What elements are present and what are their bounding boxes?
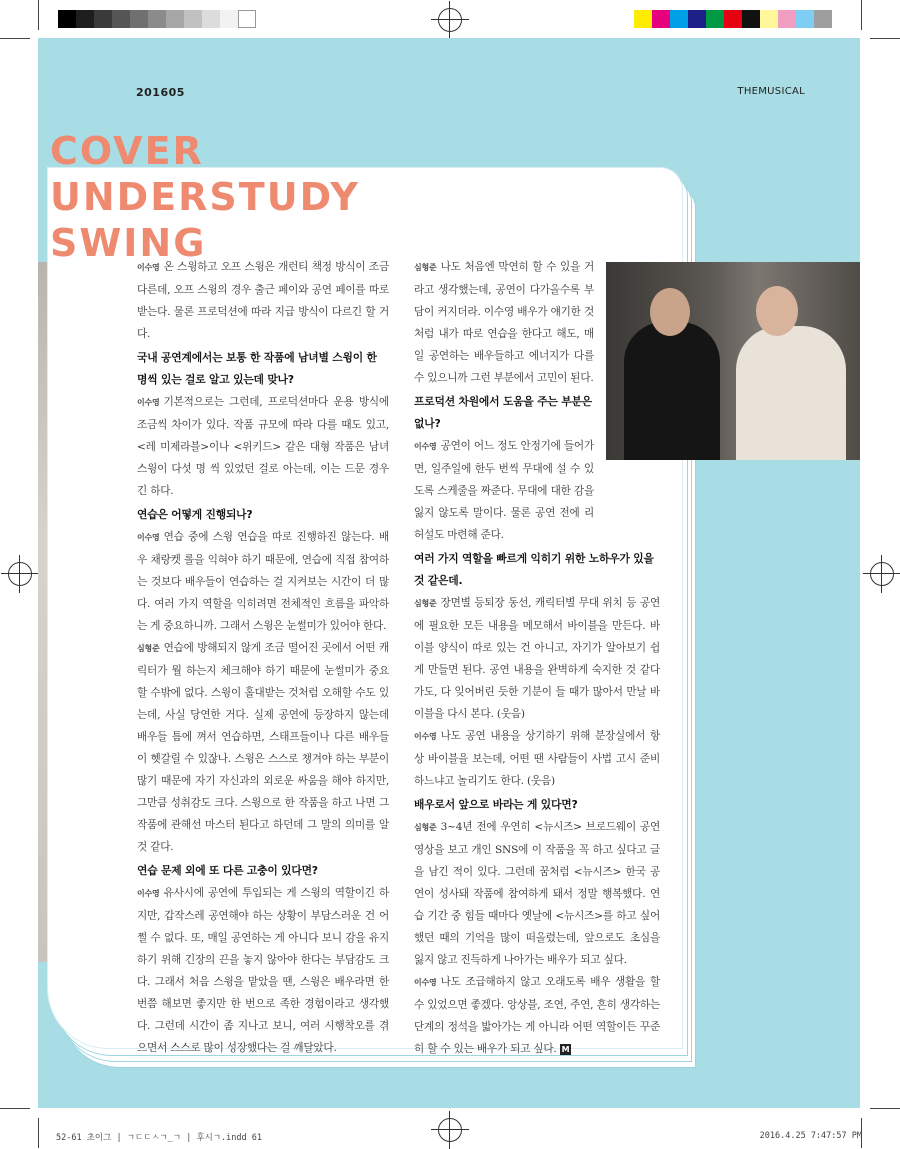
- interview-answer: [414, 816, 660, 971]
- magazine-name: THEMUSICAL: [737, 86, 805, 97]
- color-registration-strip: [634, 10, 832, 28]
- left-text-column: [137, 256, 389, 1059]
- crop-mark: [870, 38, 900, 39]
- actress-figure: [736, 326, 846, 460]
- speaker-name: 이수영: [137, 398, 160, 407]
- crop-mark: [870, 1108, 900, 1109]
- answer-text: 나도 조급해하지 않고 오래도록 배우 생활을 할 수 있었으면 좋겠다. 앙상블, 조연, 주연, 흔히 생각하는 단계의 정석을 밟아가는 게 아니라 어떤 역할이든 꾸준히 할 수 있는 배우가 되고 싶다.: [414, 976, 660, 1055]
- interview-question: [137, 860, 389, 882]
- crop-mark: [38, 1118, 39, 1148]
- speaker-name: 심형준: [414, 823, 437, 832]
- registration-crosshair-icon: [870, 562, 894, 586]
- crop-mark: [0, 1108, 30, 1109]
- registration-crosshair-icon: [438, 8, 462, 32]
- interview-answer: [137, 256, 389, 345]
- interview-question: [414, 548, 660, 592]
- answer-text: 3~4년 전에 우연히 <뉴시즈> 브로드웨이 공연 영상을 보고 개인 SNS에 이 작품을 꼭 하고 싶다고 글을 남긴 적이 있다. 그런데 꿈처럼 <뉴시즈> 한국 공연이 성사돼 작품에 참여하게 돼서 정말 행복했다. 연습 기간 중 힘들 때마다 옛날에 <뉴시즈>를 하고 싶어했던 때의 기억을 많이 떠올렸는데, 앞으로도 초심을 잃지 않고 진득하게 나아가는 배우가 되고 싶다.: [414, 821, 660, 966]
- speaker-name: 이수영: [137, 263, 160, 272]
- interview-question: [137, 504, 389, 526]
- interview-answer: [414, 592, 660, 725]
- right-text-column: [414, 256, 660, 1060]
- interview-question: [414, 391, 594, 435]
- interview-answer: [414, 256, 594, 389]
- grayscale-registration-strip: [58, 10, 256, 28]
- question-text: 프로덕션 차원에서 도움을 주는 부분은 없나?: [414, 395, 592, 430]
- registration-crosshair-icon: [8, 562, 32, 586]
- article-title: [50, 128, 360, 266]
- question-text: 배우로서 앞으로 바라는 게 있다면?: [414, 798, 578, 811]
- answer-text: 나도 처음엔 막연히 할 수 있을 거라고 생각했는데, 공연이 다가올수록 부담이 커지더라. 이수영 배우가 얘기한 것처럼 내가 따로 연습을 한다고 해도, 매일 공연하는 배우들하고 에너지가 다를 수 있으니까 그런 부분에서 고민이 된다.: [414, 261, 594, 384]
- question-text: 여러 가지 역할을 빠르게 익히기 위한 노하우가 있을 것 같은데.: [414, 552, 654, 587]
- interview-answer: [414, 971, 660, 1060]
- crop-mark: [861, 0, 862, 30]
- answer-text: 유사시에 공연에 투입되는 게 스윙의 역할이긴 하지만, 갑작스레 공연해야 하는 상황이 부담스러운 건 어쩔 수 없다. 또, 매일 공연하는 게 아니다 보니 감을 유지하기 위해 긴장의 끈을 놓지 않아야 한다는 부담감도 크다. 그래서 처음 스윙을 맡았을 땐, 스윙은 배우라면 한 번쯤 해보면 좋지만 한 번으로 족한 경험이라고 생각했다. 그런데 시간이 좀 지나고 보니, 여러 시행착오를 겪으면서 스스로 많이 성장했다는 걸 깨달았다.: [137, 887, 389, 1054]
- footer-date: 2016.4.25 7:47:57 PM: [759, 1131, 862, 1141]
- answer-text: 온 스윙하고 오프 스윙은 개런티 책정 방식이 조금 다른데, 오프 스윙의 경우 출근 페이와 공연 페이를 따로 받는다. 물론 프로덕션에 따라 지급 방식이 다르긴 할 거다.: [137, 261, 389, 340]
- interview-answer: [137, 526, 389, 637]
- crop-mark: [0, 38, 30, 39]
- answer-text: 연습에 방해되지 않게 조금 떨어진 곳에서 어떤 캐릭터가 뭘 하는지 체크해야 하기 때문에 눈썰미가 중요할 수밖에 없다. 스윙이 홀대받는 것처럼 오해할 수도 있는데, 사실 당연한 거다. 실제 공연에 등장하지 않는데 배우들 틈에 껴서 연습하면, 스태프들이나 다른 배우들이 헷갈릴 수 있잖나. 스윙은 스스로 챙겨야 하는 부분이 많기 때문에 자기 자신과의 외로운 싸움을 해야 하지만, 그만큼 성취감도 크다. 스윙으로 한 작품을 하고 나면 그 작품에 관해선 마스터 된다고 하던데 그 말의 의미를 알 것 같다.: [137, 642, 389, 853]
- actress-figure: [756, 286, 798, 336]
- interview-answer: [414, 725, 660, 792]
- title-line: SWING: [50, 221, 207, 265]
- registration-crosshair-icon: [438, 1118, 462, 1142]
- interview-answer: [414, 435, 594, 546]
- question-text: 연습 문제 외에 또 다른 고충이 있다면?: [137, 864, 318, 877]
- speaker-name: 이수영: [137, 533, 160, 542]
- speaker-name: 이수영: [414, 732, 437, 741]
- answer-text: 공연이 어느 정도 안정기에 들어가면, 일주일에 한두 번씩 무대에 설 수 있도록 스케줄을 짜준다. 무대에 대한 감을 잃지 않도록 말이다. 물론 공연 전에 리허설도 마련해 준다.: [414, 440, 594, 541]
- answer-text: 기본적으로는 그런데, 프로덕션마다 운용 방식에 조금씩 차이가 있다. 작품 규모에 따라 다를 때도 있고, <레 미제라블>이나 <위키드> 같은 대형 작품은 남녀 스윙이 다섯 명 씩 있었던 걸로 아는데, 이는 드문 경우긴 하다.: [137, 396, 389, 497]
- speaker-name: 이수영: [137, 889, 160, 898]
- question-text: 연습은 어떻게 진행되나?: [137, 508, 253, 521]
- interview-question: [137, 347, 389, 391]
- speaker-name: 이수영: [414, 442, 437, 451]
- speaker-name: 심형준: [414, 263, 437, 272]
- crop-mark: [38, 0, 39, 30]
- title-line: UNDERSTUDY: [50, 175, 360, 219]
- interview-answer: [137, 882, 389, 1059]
- interview-question: [414, 794, 660, 816]
- interview-answer: [137, 637, 389, 858]
- answer-text: 연습 중에 스윙 연습을 따로 진행하진 않는다. 배우 채랑켓 롤을 익혀야 하기 때문에, 연습에 직접 참여하는 것보다 배우들이 연습하는 걸 지켜보는 시간이 더 많다. 여러 가지 역할을 익히려면 전체적인 흐름을 파악하는 게 중요하니까. 그래서 스윙은 눈썰미가 있어야 한다.: [137, 531, 389, 632]
- end-mark-icon: M: [561, 1045, 570, 1054]
- question-text: 국내 공연계에서는 보통 한 작품에 남녀별 스윙이 한 명씩 있는 걸로 알고 있는데 맞나?: [137, 351, 377, 386]
- title-line: COVER: [50, 129, 204, 173]
- speaker-name: 심형준: [137, 644, 160, 653]
- speaker-name: 심형준: [414, 599, 437, 608]
- footer-file-name: 52-61 초이그 | ㄱㄷㄷㅅㄱ_ㄱ | 후시ㄱ.indd 61: [56, 1133, 262, 1143]
- issue-number: 201605: [136, 86, 185, 99]
- answer-text: 나도 공연 내용을 상기하기 위해 분장실에서 항상 바이블을 보는데, 어떤 땐 사람들이 사법 고시 준비하느냐고 놀리기도 한다. (웃음): [414, 730, 660, 787]
- speaker-name: 이수영: [414, 978, 437, 987]
- answer-text: 장면별 등퇴장 동선, 캐릭터별 무대 위치 등 공연에 필요한 모든 내용을 메모해서 바이블을 만든다. 바이블 양식이 따로 있는 건 아니고, 자기가 알아보기 쉽게 만들면 된다. 공연 내용을 완벽하게 숙지한 것 같다가도, 다 잊어버린 듯한 기분이 들 때가 많아서 만날 바이블을 다시 본다. (웃음): [414, 597, 660, 720]
- interview-answer: [137, 391, 389, 502]
